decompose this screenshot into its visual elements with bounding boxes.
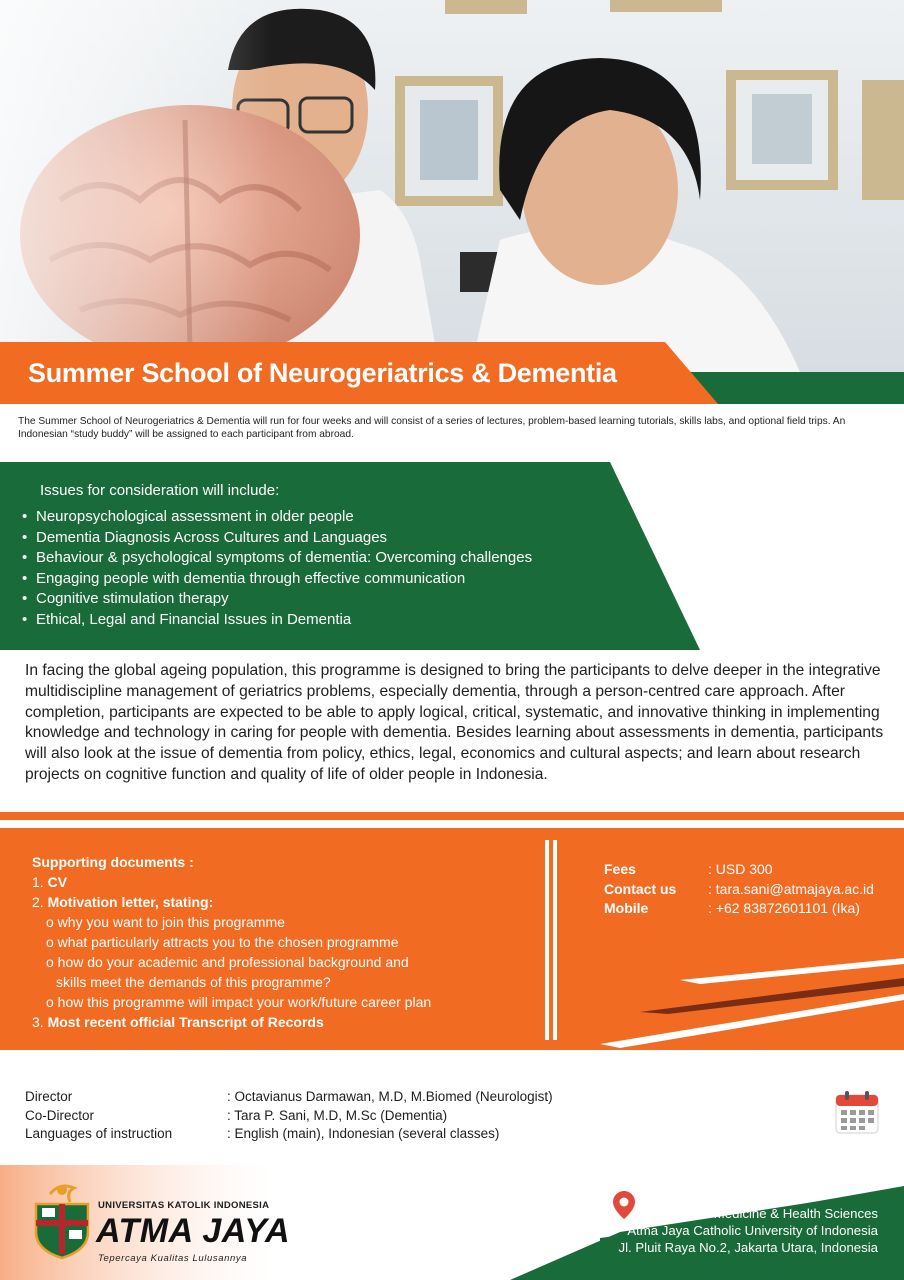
logo-tagline: Tepercaya Kualitas Lulusannya [98,1253,248,1264]
documents-heading: Supporting documents : [32,854,194,870]
languages-value: : English (main), Indonesian (several classes) [227,1126,500,1141]
doc-subitem: o how do your academic and professional background and [46,954,409,970]
fees-label: Fees [604,861,636,877]
doc-subitem: skills meet the demands of this programme? [56,974,331,990]
mobile-label: Mobile [604,900,649,916]
doc-subitem: o how this programme will impact your work/future career plan [46,994,432,1010]
programme-description: In facing the global ageing population, this programme is designed to bring the participants to delve deeper in the integrative multidiscipline management of geriatrics problems, especially dementia, through a person-centred care approach. After completion, participants are expected to be able to apply logical, critical, systematic, and innovative thinking in implementing knowledge and technology in caring for people with dementia. Besides learning about assessments in dementia, participants will also look at the issue of dementia from policy, ethics, legal, economics and cultural aspects; and learn about research projects on cognitive function and quality of life of older people in Indonesia. [25,662,884,783]
doc-subitem: o what particularly attracts you to the chosen programme [46,934,399,950]
venue-line: Atma Jaya Catholic University of Indonesia [627,1223,878,1238]
doc-cv: CV [47,874,68,890]
page-title: Summer School of Neurogeriatrics & Dementia [28,358,617,388]
issues-heading: Issues for consideration will include: [40,482,280,499]
logo-wordmark: ATMA JAYA [96,1212,291,1250]
venue-address [612,1205,878,1256]
doc-number: 3. [32,1014,44,1030]
university-crest-icon [30,1180,94,1260]
doc-motivation-letter: Motivation letter, stating: [47,894,214,910]
doc-subitem: o why you want to join this programme [46,914,285,930]
issue-item: • Neuropsychological assessment in older people [22,507,532,528]
codirector-value: : Tara P. Sani, M.D, M.Sc (Dementia) [227,1107,448,1123]
venue-line: Jl. Pluit Raya No.2, Jakarta Utara, Indonesia [618,1240,878,1255]
issue-item: • Cognitive stimulation therapy [22,589,532,610]
languages-label: Languages of instruction [25,1126,173,1141]
hero-photo [0,0,904,372]
director-value: : Octavianus Darmawan, M.D, M.Biomed (Neurologist) [227,1089,553,1104]
contact-email[interactable]: : tara.sani@atmajaya.ac.id [708,880,874,897]
doc-transcript: Most recent official Transcript of Records [47,1014,324,1030]
supporting-documents [32,852,431,1032]
mobile-value: : +62 83872601101 (Ika) [708,900,860,916]
calendar-icon [835,1090,879,1134]
event-dates: 8 July – 3 August 2019 [594,1148,857,1176]
doc-number: 1. [32,874,44,890]
issue-item: • Engaging people with dementia through effective communication [22,569,532,590]
issue-item: • Dementia Diagnosis Across Cultures and Languages [22,528,532,549]
issue-item: • Behaviour & psychological symptoms of dementia: Overcoming challenges [22,548,532,569]
intro-text: The Summer School of Neurogeriatrics & Dementia will run for four weeks and will consist of a series of lectures, problem-based learning tutorials, skills labs, and optional field trips. An Indonesian “study buddy” will be assigned to each participant from abroad. [18,416,846,440]
fees-value: : USD 300 [708,861,773,877]
contact-info [604,860,874,919]
venue-line: School Of Medicine & Health Sciences [652,1206,878,1221]
issues-list [22,507,532,631]
contact-label: Contact us [604,880,677,897]
programme-staff [25,1088,553,1144]
director-label: Director [25,1089,73,1104]
codirector-label: Co-Director [25,1107,95,1123]
logo-university-text: UNIVERSITAS KATOLIK INDONESIA [98,1200,270,1211]
issue-item: • Ethical, Legal and Financial Issues in Dementia [22,610,532,631]
doc-number: 2. [32,894,44,910]
